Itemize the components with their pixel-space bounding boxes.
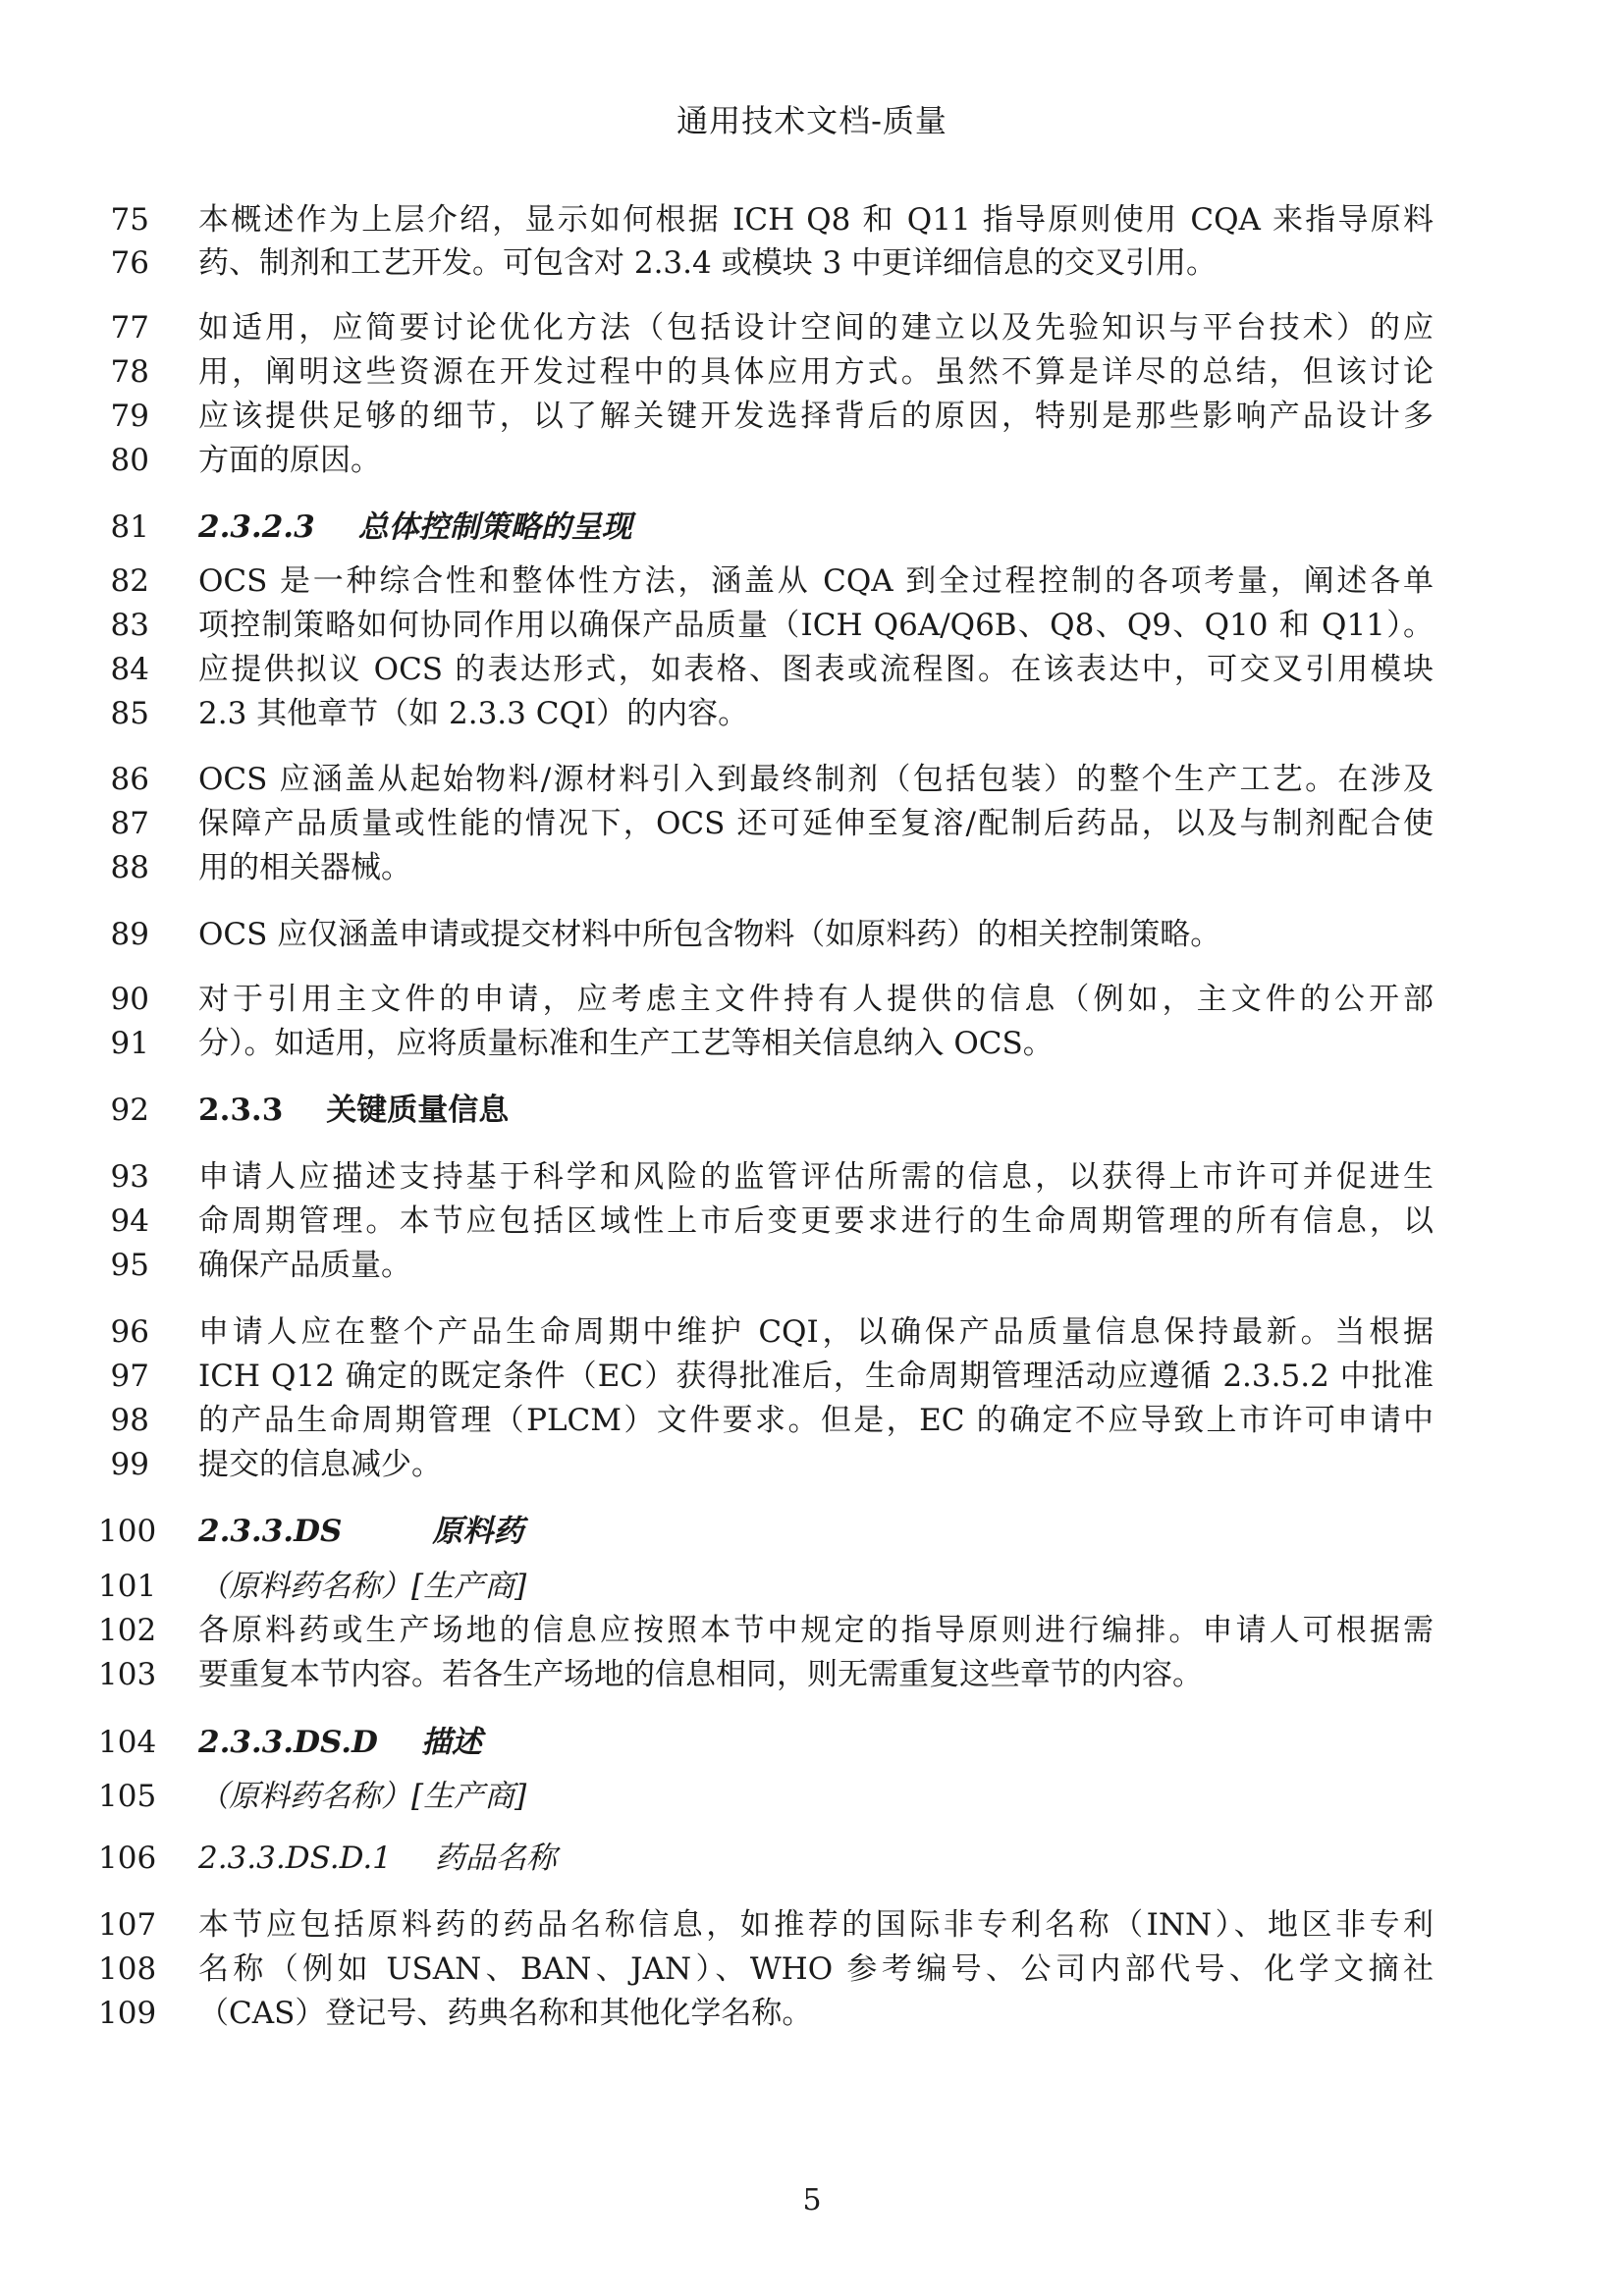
- section-heading: [198, 1720, 482, 1765]
- line-number: 99: [110, 1447, 149, 1482]
- section-title: 药品名称: [434, 1841, 557, 1876]
- body-text: OCS 是一种综合性和整体性方法，涵盖从 CQA 到全过程控制的各项考量，阐述各单: [198, 563, 1434, 599]
- section-heading: [198, 505, 632, 550]
- line-number: 97: [110, 1359, 149, 1394]
- line-number: 75: [110, 202, 149, 238]
- line-number: 86: [110, 762, 149, 797]
- line-number: 88: [110, 850, 149, 885]
- section-heading-line: [0, 1088, 1624, 1133]
- text-line: [0, 1309, 1624, 1355]
- body-text: 2.3 其他章节（如 2.3.3 CQI）的内容。: [198, 696, 749, 731]
- text-line: [0, 559, 1624, 604]
- line-number: 87: [110, 806, 149, 841]
- section-heading: [198, 1088, 509, 1133]
- body-text: 要重复本节内容。若各生产场地的信息相同，则无需重复这些章节的内容。: [198, 1657, 1203, 1692]
- section-number: 2.3.3.DS.D: [198, 1725, 378, 1760]
- page-number: 5: [802, 2183, 822, 2217]
- line-number: 84: [110, 652, 149, 687]
- section-title: 关键质量信息: [326, 1093, 510, 1128]
- section-number: 2.3.3.DS: [198, 1514, 343, 1549]
- body-text: 申请人应描述支持基于科学和风险的监管评估所需的信息，以获得上市许可并促进生: [198, 1159, 1434, 1195]
- line-number: 106: [98, 1841, 157, 1876]
- body-text: 分）。如适用，应将质量标准和生产工艺等相关信息纳入 OCS。: [198, 1026, 1054, 1061]
- section-title: 描述: [420, 1725, 482, 1760]
- body-text: 各原料药或生产场地的信息应按照本节中规定的指导原则进行编排。申请人可根据需: [198, 1613, 1434, 1648]
- body-text: 保障产品质量或性能的情况下，OCS 还可延伸至复溶/配制后药品，以及与制剂配合使: [198, 806, 1434, 841]
- section-title: 总体控制策略的呈现: [357, 509, 632, 545]
- text-line: [0, 1021, 1624, 1066]
- text-line: [0, 801, 1624, 846]
- body-text: （CAS）登记号、药典名称和其他化学名称。: [198, 1996, 813, 2031]
- body-text: 应提供拟议 OCS 的表达形式，如表格、图表或流程图。在该表达中，可交叉引用模块: [198, 652, 1434, 687]
- section-heading: [198, 1836, 557, 1881]
- section-title: 原料药: [432, 1514, 524, 1549]
- body-text: OCS 应仅涵盖申请或提交材料中所包含物料（如原料药）的相关控制策略。: [198, 917, 1221, 952]
- section-number: 2.3.3: [198, 1093, 284, 1128]
- line-number: 77: [110, 310, 149, 346]
- text-line: [0, 240, 1624, 286]
- text-line: [0, 1564, 1624, 1609]
- body-text: 如适用，应简要讨论优化方法（包括设计空间的建立以及先验知识与平台技术）的应: [198, 310, 1434, 346]
- text-line: [0, 647, 1624, 692]
- text-line: [0, 1398, 1624, 1443]
- line-number: 83: [110, 608, 149, 643]
- body-text: 名称（例如 USAN、BAN、JAN）、WHO 参考编号、公司内部代号、化学文摘社: [198, 1951, 1434, 1987]
- body-text: 申请人应在整个产品生命周期中维护 CQI，以确保产品质量信息保持最新。当根据: [198, 1314, 1434, 1350]
- body-text: 命周期管理。本节应包括区域性上市后变更要求进行的生命周期管理的所有信息，以: [198, 1203, 1434, 1239]
- text-line: [0, 912, 1624, 957]
- body-text: 项控制策略如何协同作用以确保产品质量（ICH Q6A/Q6B、Q8、Q9、Q10 和 Q11）。: [198, 608, 1434, 643]
- body-text: ICH Q12 确定的既定条件（EC）获得批准后，生命周期管理活动应遵循 2.3.5.2 中批准: [198, 1359, 1434, 1394]
- text-line: [0, 1991, 1624, 2036]
- line-number: 103: [98, 1657, 157, 1692]
- line-number: 90: [110, 982, 149, 1017]
- text-line: [0, 197, 1624, 242]
- line-number: 101: [98, 1569, 157, 1604]
- section-number: 2.3.2.3: [198, 509, 315, 545]
- line-number: 98: [110, 1403, 149, 1438]
- line-number: 109: [98, 1996, 157, 2031]
- text-line: [0, 438, 1624, 483]
- line-number: 96: [110, 1314, 149, 1350]
- section-heading: [198, 1509, 523, 1554]
- body-text: 本概述作为上层介绍，显示如何根据 ICH Q8 和 Q11 指导原则使用 CQA 来指导原料: [198, 202, 1434, 238]
- text-line: [0, 1199, 1624, 1244]
- line-number: 100: [98, 1514, 157, 1549]
- line-number: 107: [98, 1907, 157, 1943]
- line-number: 79: [110, 399, 149, 434]
- line-number: 104: [98, 1725, 157, 1760]
- text-line: [0, 305, 1624, 350]
- line-number: 105: [98, 1779, 157, 1814]
- body-text: 用，阐明这些资源在开发过程中的具体应用方式。虽然不算是详尽的总结，但该讨论: [198, 354, 1434, 390]
- section-number: 2.3.3.DS.D.1: [198, 1841, 392, 1876]
- text-line: [0, 349, 1624, 395]
- line-number: 82: [110, 563, 149, 599]
- body-text: 确保产品质量。: [198, 1248, 411, 1283]
- body-text: （原料药名称）[生产商]: [198, 1779, 527, 1814]
- section-heading-line: [0, 505, 1624, 550]
- line-number: 95: [110, 1248, 149, 1283]
- page-header: 通用技术文档-质量: [677, 102, 947, 139]
- body-text: 提交的信息减少。: [198, 1447, 442, 1482]
- line-number: 108: [98, 1951, 157, 1987]
- line-number: 91: [110, 1026, 149, 1061]
- text-line: [0, 1154, 1624, 1200]
- text-line: [0, 394, 1624, 439]
- text-line: [0, 845, 1624, 890]
- text-line: [0, 757, 1624, 802]
- text-line: [0, 1652, 1624, 1697]
- text-line: [0, 1243, 1624, 1288]
- line-number: 89: [110, 917, 149, 952]
- body-text: 对于引用主文件的申请，应考虑主文件持有人提供的信息（例如，主文件的公开部: [198, 982, 1434, 1017]
- text-line: [0, 1947, 1624, 1992]
- section-heading-line: [0, 1720, 1624, 1765]
- body-text: 方面的原因。: [198, 443, 381, 478]
- line-number: 78: [110, 354, 149, 390]
- body-text: （原料药名称）[生产商]: [198, 1569, 527, 1604]
- text-line: [0, 1354, 1624, 1399]
- body-text: 应该提供足够的细节，以了解关键开发选择背后的原因，特别是那些影响产品设计多: [198, 399, 1434, 434]
- line-number: 76: [110, 245, 149, 281]
- line-number: 92: [110, 1093, 149, 1128]
- text-line: [0, 603, 1624, 648]
- text-line: [0, 1774, 1624, 1819]
- line-number: 93: [110, 1159, 149, 1195]
- body-text: OCS 应涵盖从起始物料/源材料引入到最终制剂（包括包装）的整个生产工艺。在涉及: [198, 762, 1434, 797]
- body-text: 药、制剂和工艺开发。可包含对 2.3.4 或模块 3 中更详细信息的交叉引用。: [198, 245, 1218, 281]
- text-line: [0, 1902, 1624, 1948]
- body-text: 本节应包括原料药的药品名称信息，如推荐的国际非专利名称（INN）、地区非专利: [198, 1907, 1434, 1943]
- text-line: [0, 977, 1624, 1022]
- line-number: 94: [110, 1203, 149, 1239]
- body-text: 的产品生命周期管理（PLCM）文件要求。但是，EC 的确定不应导致上市许可申请中: [198, 1403, 1434, 1438]
- body-text: 用的相关器械。: [198, 850, 411, 885]
- section-heading-line: [0, 1836, 1624, 1881]
- line-number: 85: [110, 696, 149, 731]
- line-number: 81: [110, 509, 149, 545]
- text-line: [0, 691, 1624, 736]
- text-line: [0, 1442, 1624, 1487]
- text-line: [0, 1608, 1624, 1653]
- line-number: 80: [110, 443, 149, 478]
- section-heading-line: [0, 1509, 1624, 1554]
- line-number: 102: [98, 1613, 157, 1648]
